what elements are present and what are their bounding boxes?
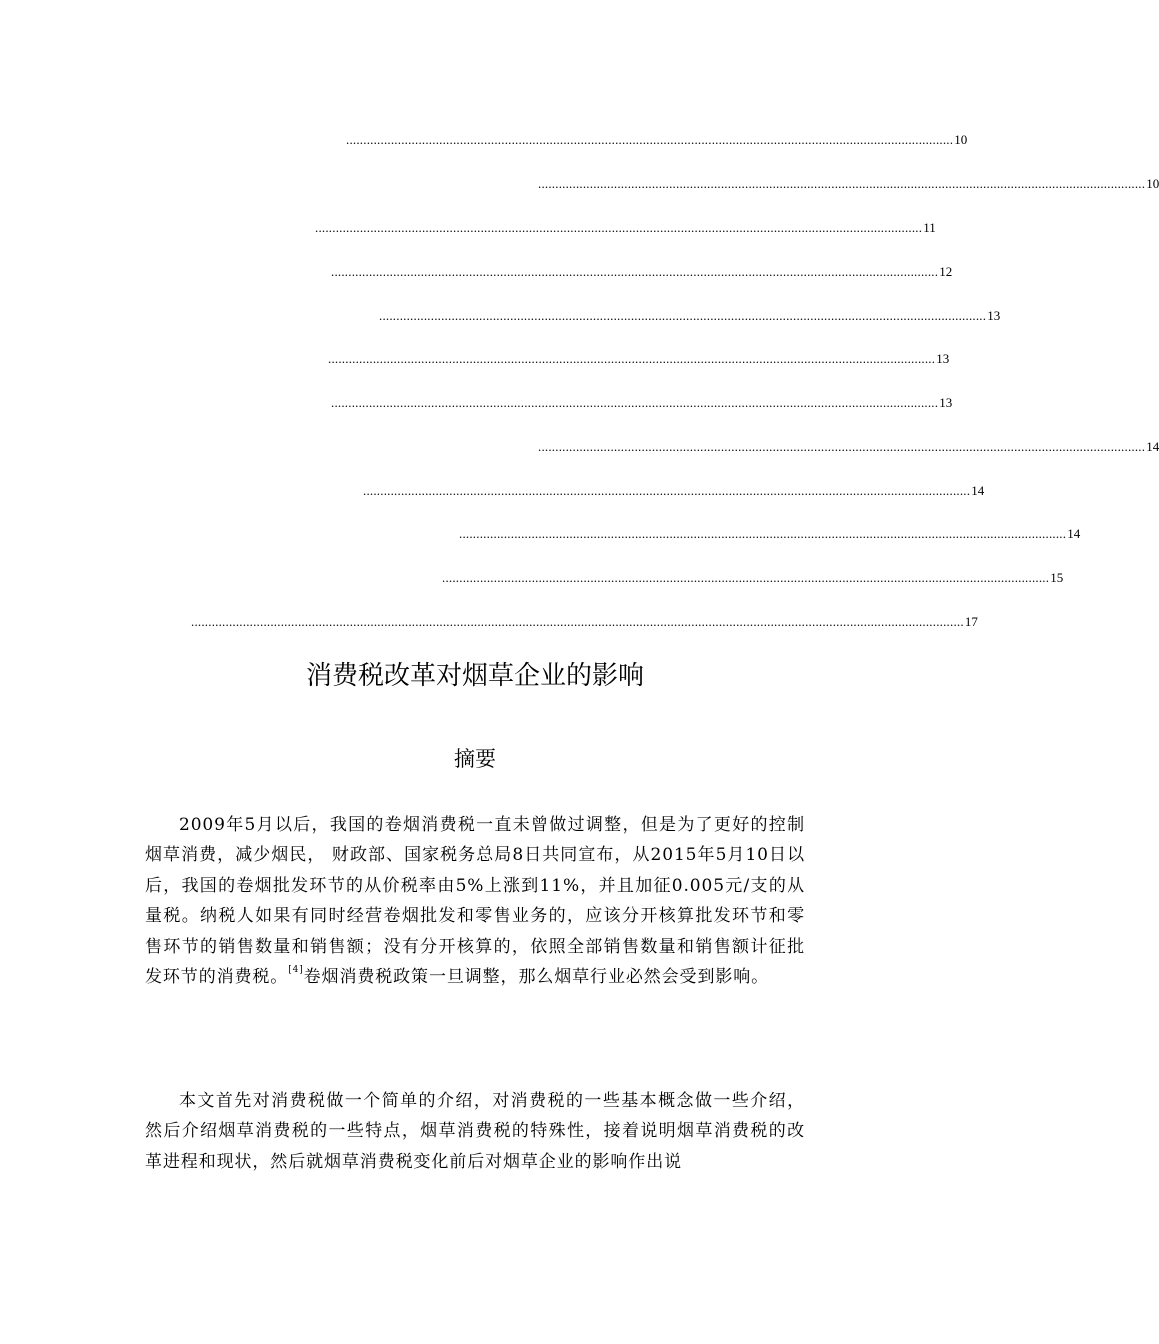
toc-entry[interactable]	[442, 566, 1064, 586]
toc-page-number: 10	[954, 132, 968, 147]
toc-leader-dots: ................................................................................................................................................................................	[538, 176, 1146, 191]
toc-entry[interactable]	[538, 435, 1159, 455]
toc-leader-dots: ................................................................................................................................................................................	[331, 264, 939, 279]
toc-page-number: 14	[971, 483, 985, 498]
toc-leader-dots: ................................................................................................................................................................................	[328, 351, 936, 366]
toc-page-number: 17	[964, 614, 978, 629]
toc-entry[interactable]	[331, 260, 953, 280]
toc-entry[interactable]	[459, 522, 1081, 542]
toc-page-number: 15	[1050, 570, 1064, 585]
toc-entry[interactable]	[331, 391, 953, 411]
toc-page-number: 14	[1067, 526, 1081, 541]
toc-page-number: 13	[936, 351, 950, 366]
toc-page-number: 13	[987, 308, 1001, 323]
paragraph-text: 本文首先对消费税做一个简单的介绍，对消费税的一些基本概念做一些介绍，然后介绍烟草消费税的一些特点，烟草消费税的特殊性，接着说明烟草消费税的改革进程和现状，然后就烟草消费税变化前后对烟草企业的影响作出说	[145, 1091, 805, 1172]
toc-leader-dots: ................................................................................................................................................................................	[315, 220, 923, 235]
toc-page-number: 14	[1146, 439, 1159, 454]
toc-entry[interactable]	[191, 610, 978, 630]
toc-entry[interactable]	[363, 479, 985, 499]
toc-entry[interactable]	[315, 216, 936, 236]
toc-leader-dots: ................................................................................................................................................................................................................................	[191, 614, 964, 629]
paragraph-text: 2009年5月以后，我国的卷烟消费税一直未曾做过调整，但是为了更好的控制烟草消费，减少烟民， 财政部、国家税务总局8日共同宣布，从2015年5月10日以后，我国的卷烟批发环节的从价税率由5%上涨到11%，并且加征0.005元/支的从量税。纳税人如果有同时经营卷烟批发和零售业务的，应该分开核算批发环节和零售环节的销售数量和销售额；没有分开核算的，依照全部销售数量和销售额计征批发环节的消费税。	[145, 815, 805, 988]
toc-leader-dots: ................................................................................................................................................................................	[346, 132, 954, 147]
toc-page-number: 13	[939, 395, 953, 410]
abstract-paragraph-2	[145, 1086, 805, 1177]
document-title: 消费税改革对烟草企业的影响	[305, 661, 644, 691]
toc-entry[interactable]	[379, 304, 1001, 324]
toc-page-number: 12	[939, 264, 953, 279]
citation-reference[interactable]: [4]	[288, 965, 304, 976]
toc-entry[interactable]	[328, 347, 950, 367]
toc-page-number: 11	[923, 220, 936, 235]
toc-page-number: 10	[1146, 176, 1159, 191]
abstract-heading: 摘要	[454, 747, 496, 771]
toc-leader-dots: ................................................................................................................................................................................	[363, 483, 971, 498]
toc-leader-dots: ................................................................................................................................................................................	[459, 526, 1067, 541]
toc-leader-dots: ................................................................................................................................................................................	[442, 570, 1050, 585]
toc-leader-dots: ................................................................................................................................................................................	[538, 439, 1146, 454]
toc-leader-dots: ................................................................................................................................................................................	[331, 395, 939, 410]
abstract-paragraph-1	[145, 810, 805, 992]
toc-leader-dots: ................................................................................................................................................................................	[379, 308, 987, 323]
paragraph-text: 卷烟消费税政策一旦调整，那么烟草行业必然会受到影响。	[303, 967, 770, 988]
toc-entry[interactable]	[346, 128, 968, 148]
toc-entry[interactable]	[538, 172, 1159, 192]
